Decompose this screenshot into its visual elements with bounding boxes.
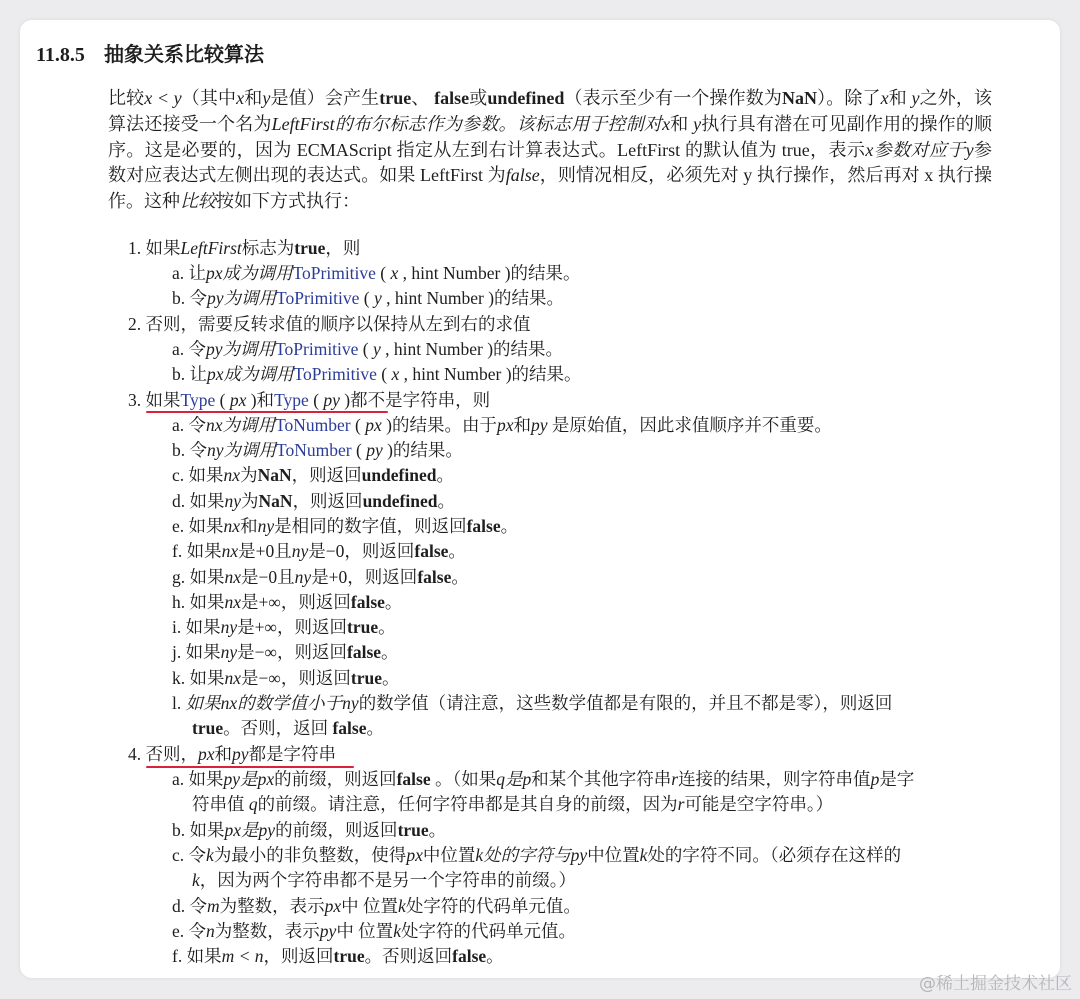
text-run: 可能是空字符串。） bbox=[684, 794, 834, 814]
text-run: ( bbox=[350, 415, 366, 435]
italic-term: y bbox=[911, 88, 920, 108]
text-run: ( bbox=[359, 288, 374, 308]
text-run: b. 让 bbox=[172, 364, 207, 384]
substep-continuation bbox=[192, 716, 384, 740]
text-run: 和 bbox=[240, 516, 258, 536]
text-run: ( bbox=[375, 263, 391, 283]
italic-term: k bbox=[639, 845, 648, 865]
text-run: 为 bbox=[240, 465, 258, 485]
italic-term: py是 bbox=[223, 769, 258, 789]
substep-item bbox=[172, 640, 399, 664]
spec-link[interactable]: Type bbox=[274, 390, 309, 410]
substep-item bbox=[172, 590, 402, 614]
text-run: 3. bbox=[128, 390, 146, 410]
italic-term: ny bbox=[220, 642, 238, 662]
italic-term: px bbox=[496, 415, 514, 435]
text-run: ( bbox=[376, 364, 392, 384]
intro-paragraph bbox=[108, 86, 992, 215]
italic-term: px是 bbox=[224, 820, 259, 840]
text-run: ，则 bbox=[325, 238, 361, 258]
italic-term: py bbox=[319, 921, 337, 941]
text-run: 中 位置 bbox=[336, 921, 394, 941]
text-run: （其中 bbox=[181, 88, 237, 108]
italic-term: py为调用 bbox=[207, 288, 277, 308]
italic-term: 比较 bbox=[180, 191, 216, 212]
italic-term: 如果 bbox=[185, 693, 221, 713]
substep-item bbox=[172, 489, 455, 513]
text-run: 是+0且 bbox=[238, 541, 292, 561]
italic-term: x bbox=[662, 113, 671, 134]
italic-term: nx的数学值小于 bbox=[220, 693, 343, 713]
text-run: ，则情况相反，必须先对 y 执行操作，然后再对 x 执行操作。这种 bbox=[108, 165, 992, 212]
bold-term: false bbox=[396, 769, 431, 789]
substep-item bbox=[172, 514, 518, 538]
substep-item bbox=[172, 413, 832, 437]
text-run: 。否则，返回 bbox=[223, 718, 333, 738]
italic-term: nx bbox=[224, 668, 242, 688]
text-run: k. 如果 bbox=[172, 668, 225, 688]
text-run: 2. 否则，需要反转求值的顺序以保持从左到右的求值 bbox=[128, 314, 531, 334]
italic-term: y bbox=[262, 88, 271, 108]
text-run: 和 bbox=[670, 113, 694, 134]
italic-term: LeftFirst bbox=[180, 238, 242, 258]
text-run: 是字 bbox=[879, 769, 915, 789]
substep-item bbox=[172, 463, 454, 487]
text-run: 、 bbox=[411, 88, 435, 108]
text-run: h. 如果 bbox=[172, 592, 225, 612]
bold-term: true bbox=[397, 820, 429, 840]
italic-term: ny为调用 bbox=[207, 440, 277, 460]
text-run: 。否则返回 bbox=[364, 946, 453, 966]
text-run: , hint Number )的结果。 bbox=[399, 364, 582, 384]
text-run: )都不是字符串，则 bbox=[339, 390, 491, 410]
bold-term: undefined bbox=[487, 88, 565, 108]
text-run: 是原始值，因此求值顺序并不重要。 bbox=[547, 415, 832, 435]
spec-link[interactable]: ToNumber bbox=[276, 440, 352, 460]
text-run: 符串值 bbox=[192, 794, 249, 814]
step-3-underline bbox=[146, 411, 388, 413]
italic-term: nx为调用 bbox=[206, 415, 276, 435]
text-run: 比较 bbox=[108, 88, 145, 108]
bold-term: false bbox=[452, 946, 487, 966]
text-run: l. bbox=[172, 693, 186, 713]
spec-link[interactable]: Type bbox=[180, 390, 216, 410]
text-run: 的数学值（请注意，这些数学值都是有限的，并且不都是零），则返回 bbox=[358, 693, 893, 713]
italic-term: px bbox=[229, 390, 247, 410]
italic-term: k bbox=[192, 870, 200, 890]
substep-item bbox=[172, 666, 400, 690]
italic-term: py bbox=[232, 744, 249, 764]
step-item bbox=[128, 388, 490, 412]
text-run: )的结果。由于 bbox=[381, 415, 497, 435]
text-run: 。 bbox=[382, 668, 400, 688]
italic-term: px bbox=[365, 415, 382, 435]
text-run: 之外，该算法还接受一个名为 bbox=[108, 88, 993, 134]
italic-term: px bbox=[198, 744, 215, 764]
text-run: 和 bbox=[244, 88, 263, 108]
text-run: 否则， bbox=[145, 744, 198, 764]
text-run: , hint Number )的结果。 bbox=[381, 288, 565, 308]
italic-term: x参数对应于 bbox=[865, 139, 966, 160]
italic-term: m < n bbox=[221, 946, 264, 966]
italic-term: nx bbox=[223, 516, 241, 536]
text-run: 。 bbox=[378, 617, 396, 637]
text-run: 为 bbox=[241, 491, 259, 511]
italic-term: nx bbox=[223, 465, 241, 485]
text-run: 处字符的代码单元值。 bbox=[405, 896, 581, 916]
italic-term: k bbox=[393, 921, 401, 941]
substep-continuation bbox=[192, 868, 576, 892]
text-run: j. 如果 bbox=[172, 642, 221, 662]
text-run: ，则返回 bbox=[292, 491, 363, 511]
text-run: 的前缀，则返回 bbox=[275, 820, 398, 840]
text-run: 都是字符串 bbox=[248, 744, 337, 764]
italic-term: x < y bbox=[144, 88, 182, 108]
spec-link[interactable]: ToPrimitive bbox=[293, 364, 377, 384]
text-run: i. 如果 bbox=[172, 617, 221, 637]
text-run: ，则返回 bbox=[291, 465, 362, 485]
section-number: 11.8.5 bbox=[36, 44, 85, 66]
italic-term: px成为调用 bbox=[206, 263, 293, 283]
italic-term: m bbox=[207, 896, 220, 916]
text-run: 是+∞，则返回 bbox=[237, 617, 348, 637]
text-run: 。 bbox=[437, 491, 455, 511]
bold-term: NaN bbox=[257, 465, 292, 485]
text-run: 是值）会产生 bbox=[270, 88, 380, 108]
substep-item bbox=[172, 843, 901, 867]
text-run: 中位置 bbox=[422, 845, 476, 865]
text-run: 和某个其他字符串 bbox=[531, 769, 672, 789]
italic-term: k bbox=[206, 845, 214, 865]
italic-term: q bbox=[248, 794, 258, 814]
italic-term: px bbox=[406, 845, 423, 865]
step-4-underline bbox=[146, 766, 354, 768]
bold-term: false bbox=[332, 718, 367, 738]
text-run: 中 位置 bbox=[341, 896, 399, 916]
substep-continuation bbox=[192, 792, 833, 816]
text-run: d. 如果 bbox=[172, 491, 225, 511]
spec-link[interactable]: ToPrimitive bbox=[292, 263, 376, 283]
text-run: 是相同的数字值，则返回 bbox=[274, 516, 467, 536]
italic-term: k bbox=[398, 896, 406, 916]
text-run: 。 bbox=[384, 592, 403, 612]
text-run: ，因为两个字符串都不是另一个字符串的前缀。） bbox=[199, 870, 577, 890]
substep-item bbox=[172, 337, 563, 361]
bold-term: NaN bbox=[258, 491, 293, 511]
text-run: e. 令 bbox=[172, 921, 207, 941]
italic-term: ny bbox=[257, 516, 275, 536]
substep-item bbox=[172, 261, 581, 285]
text-run: c. 如果 bbox=[172, 465, 224, 485]
italic-term: py bbox=[323, 390, 340, 410]
italic-term: ny bbox=[342, 693, 359, 713]
bold-term: undefined bbox=[361, 465, 437, 485]
italic-term: r bbox=[677, 794, 685, 814]
italic-term: y bbox=[373, 339, 381, 359]
bold-term: true bbox=[333, 946, 365, 966]
bold-term: true bbox=[347, 617, 379, 637]
italic-term: r bbox=[671, 769, 679, 789]
watermark: @稀土掘金技术社区 bbox=[919, 974, 1072, 994]
italic-term: x bbox=[236, 88, 245, 108]
text-run: 。 bbox=[436, 465, 454, 485]
bold-term: false bbox=[434, 88, 470, 108]
substep-item bbox=[172, 286, 564, 310]
text-run: 是−0且 bbox=[241, 567, 295, 587]
text-run: 为最小的非负整数，使得 bbox=[213, 845, 407, 865]
text-run: 是−∞，则返回 bbox=[241, 668, 351, 688]
text-run: 连接的结果，则字符串值 bbox=[678, 769, 871, 789]
text-run: 。 bbox=[381, 642, 399, 662]
italic-term: LeftFirst的布尔标志作为参数。该标志用于控制对 bbox=[271, 113, 663, 134]
text-run: 中位置 bbox=[587, 845, 640, 865]
text-run: 是−0，则返回 bbox=[308, 541, 415, 561]
text-run: a. 如果 bbox=[172, 769, 224, 789]
text-run: )和 bbox=[246, 390, 275, 410]
text-run: 标志为 bbox=[241, 238, 295, 258]
text-run: ）。除了 bbox=[817, 88, 881, 108]
text-run: ( bbox=[215, 390, 230, 410]
text-run: 和 bbox=[513, 415, 531, 435]
italic-term: ny bbox=[294, 567, 312, 587]
step-item bbox=[128, 742, 336, 766]
text-run: , hint Number )的结果。 bbox=[398, 263, 581, 283]
text-run: )的结果。 bbox=[382, 440, 463, 460]
substep-item bbox=[172, 539, 466, 563]
text-run: 。 bbox=[451, 567, 469, 587]
substep-item bbox=[172, 919, 576, 943]
substep-item bbox=[172, 767, 914, 791]
bold-term: NaN bbox=[782, 88, 818, 108]
text-run: b. 令 bbox=[172, 288, 207, 308]
bold-term: true bbox=[379, 88, 412, 108]
text-run: （表示至少有一个操作数为 bbox=[564, 88, 783, 108]
substep-item bbox=[172, 818, 446, 842]
text-run: 。 bbox=[428, 820, 447, 840]
text-run: 和 bbox=[888, 88, 912, 108]
text-run: 是−∞，则返回 bbox=[237, 642, 348, 662]
bold-term: false bbox=[466, 516, 501, 536]
italic-term: py bbox=[258, 820, 276, 840]
spec-link[interactable]: ToPrimitive bbox=[276, 288, 360, 308]
text-run: ( bbox=[358, 339, 373, 359]
substep-item bbox=[172, 944, 504, 968]
italic-term: y bbox=[373, 288, 382, 308]
bold-term: true bbox=[350, 668, 382, 688]
substep-item bbox=[172, 362, 582, 386]
text-run: a. 令 bbox=[172, 415, 207, 435]
bold-term: false bbox=[414, 541, 449, 561]
italic-term: ny bbox=[224, 491, 242, 511]
text-run: 是+∞，则返回 bbox=[241, 592, 351, 612]
text-run: f. 如果 bbox=[172, 946, 222, 966]
text-run: 或 bbox=[469, 88, 488, 108]
text-run: b. 令 bbox=[172, 440, 207, 460]
text-run: e. 如果 bbox=[172, 516, 224, 536]
text-run: ，则返回 bbox=[263, 946, 334, 966]
text-run: 。 bbox=[486, 946, 504, 966]
text-run: 4. bbox=[128, 744, 146, 764]
bold-term: undefined bbox=[362, 491, 438, 511]
text-run: c. 令 bbox=[172, 845, 207, 865]
text-run: , hint Number )的结果。 bbox=[380, 339, 564, 359]
spec-link[interactable]: ToPrimitive bbox=[275, 339, 359, 359]
italic-term: px成为调用 bbox=[207, 364, 294, 384]
italic-term: y bbox=[965, 139, 974, 160]
italic-term: nx bbox=[224, 567, 242, 587]
text-run: ( bbox=[308, 390, 324, 410]
substep-item bbox=[172, 615, 396, 639]
spec-link[interactable]: ToNumber bbox=[275, 415, 351, 435]
italic-term: ny bbox=[220, 617, 238, 637]
italic-term: ny bbox=[291, 541, 309, 561]
italic-term: q是 bbox=[496, 769, 523, 789]
text-run: 执行具有潜在可见副作用的操作的顺序。这是必要的，因为 ECMAScript 指定从左到右计算表达式。LeftFirst 的默认值为 true，表示 bbox=[108, 113, 992, 160]
text-run: g. 如果 bbox=[172, 567, 225, 587]
text-run: 。 bbox=[366, 718, 385, 738]
text-run: 的前缀，则返回 bbox=[274, 769, 397, 789]
substep-item bbox=[172, 565, 469, 589]
italic-term: x bbox=[390, 263, 399, 283]
section-title: 抽象关系比较算法 bbox=[104, 44, 264, 66]
text-run: d. 令 bbox=[172, 896, 207, 916]
italic-term: px bbox=[257, 769, 275, 789]
bold-term: false bbox=[347, 642, 382, 662]
text-run: a. 让 bbox=[172, 263, 207, 283]
text-run: 1. 如果 bbox=[128, 238, 181, 258]
step-item bbox=[128, 312, 531, 336]
step-item bbox=[128, 236, 360, 260]
section-heading bbox=[36, 38, 264, 67]
text-run: f. 如果 bbox=[172, 541, 222, 561]
text-run: 参数对应表达式左侧出现的表达式。如果 LeftFirst 为 bbox=[108, 139, 992, 186]
bold-term: false bbox=[417, 567, 452, 587]
text-run: 处的字符不同。（必须存在这样的 bbox=[647, 845, 902, 865]
text-run: 。（如果 bbox=[430, 769, 497, 789]
text-run: 处字符的代码单元值。 bbox=[400, 921, 576, 941]
italic-term: px bbox=[324, 896, 342, 916]
bold-term: true bbox=[192, 718, 224, 738]
italic-term: p bbox=[870, 769, 880, 789]
text-run: b. 如果 bbox=[172, 820, 225, 840]
text-run: 和 bbox=[214, 744, 233, 764]
text-run: 按如下方式执行： bbox=[216, 191, 360, 212]
text-run: a. 令 bbox=[172, 339, 207, 359]
substep-item bbox=[172, 691, 892, 715]
italic-term: n bbox=[206, 921, 215, 941]
italic-term: p bbox=[522, 769, 532, 789]
substep-item bbox=[172, 894, 581, 918]
text-run: ( bbox=[351, 440, 367, 460]
italic-term: py bbox=[366, 440, 383, 460]
text-run: 。 bbox=[448, 541, 466, 561]
italic-term: y bbox=[693, 113, 702, 134]
italic-term: py bbox=[530, 415, 548, 435]
italic-term: py bbox=[570, 845, 588, 865]
text-run: 的前缀。请注意，任何字符串都是其自身的前缀，因为 bbox=[257, 794, 678, 814]
italic-term: k处的字符与 bbox=[475, 845, 571, 865]
italic-term: x bbox=[391, 364, 400, 384]
text-run: 如果 bbox=[145, 390, 181, 410]
bold-term: false bbox=[350, 592, 385, 612]
bold-term: true bbox=[294, 238, 326, 258]
substep-item bbox=[172, 438, 463, 462]
italic-term: py为调用 bbox=[206, 339, 276, 359]
text-run: 是+0，则返回 bbox=[311, 567, 418, 587]
italic-term: nx bbox=[224, 592, 242, 612]
text-run: 为整数，表示 bbox=[214, 921, 320, 941]
italic-term: false bbox=[505, 165, 540, 186]
italic-term: nx bbox=[221, 541, 239, 561]
text-run: 为整数，表示 bbox=[219, 896, 325, 916]
italic-term: x bbox=[880, 88, 889, 108]
text-run: 。 bbox=[500, 516, 519, 536]
